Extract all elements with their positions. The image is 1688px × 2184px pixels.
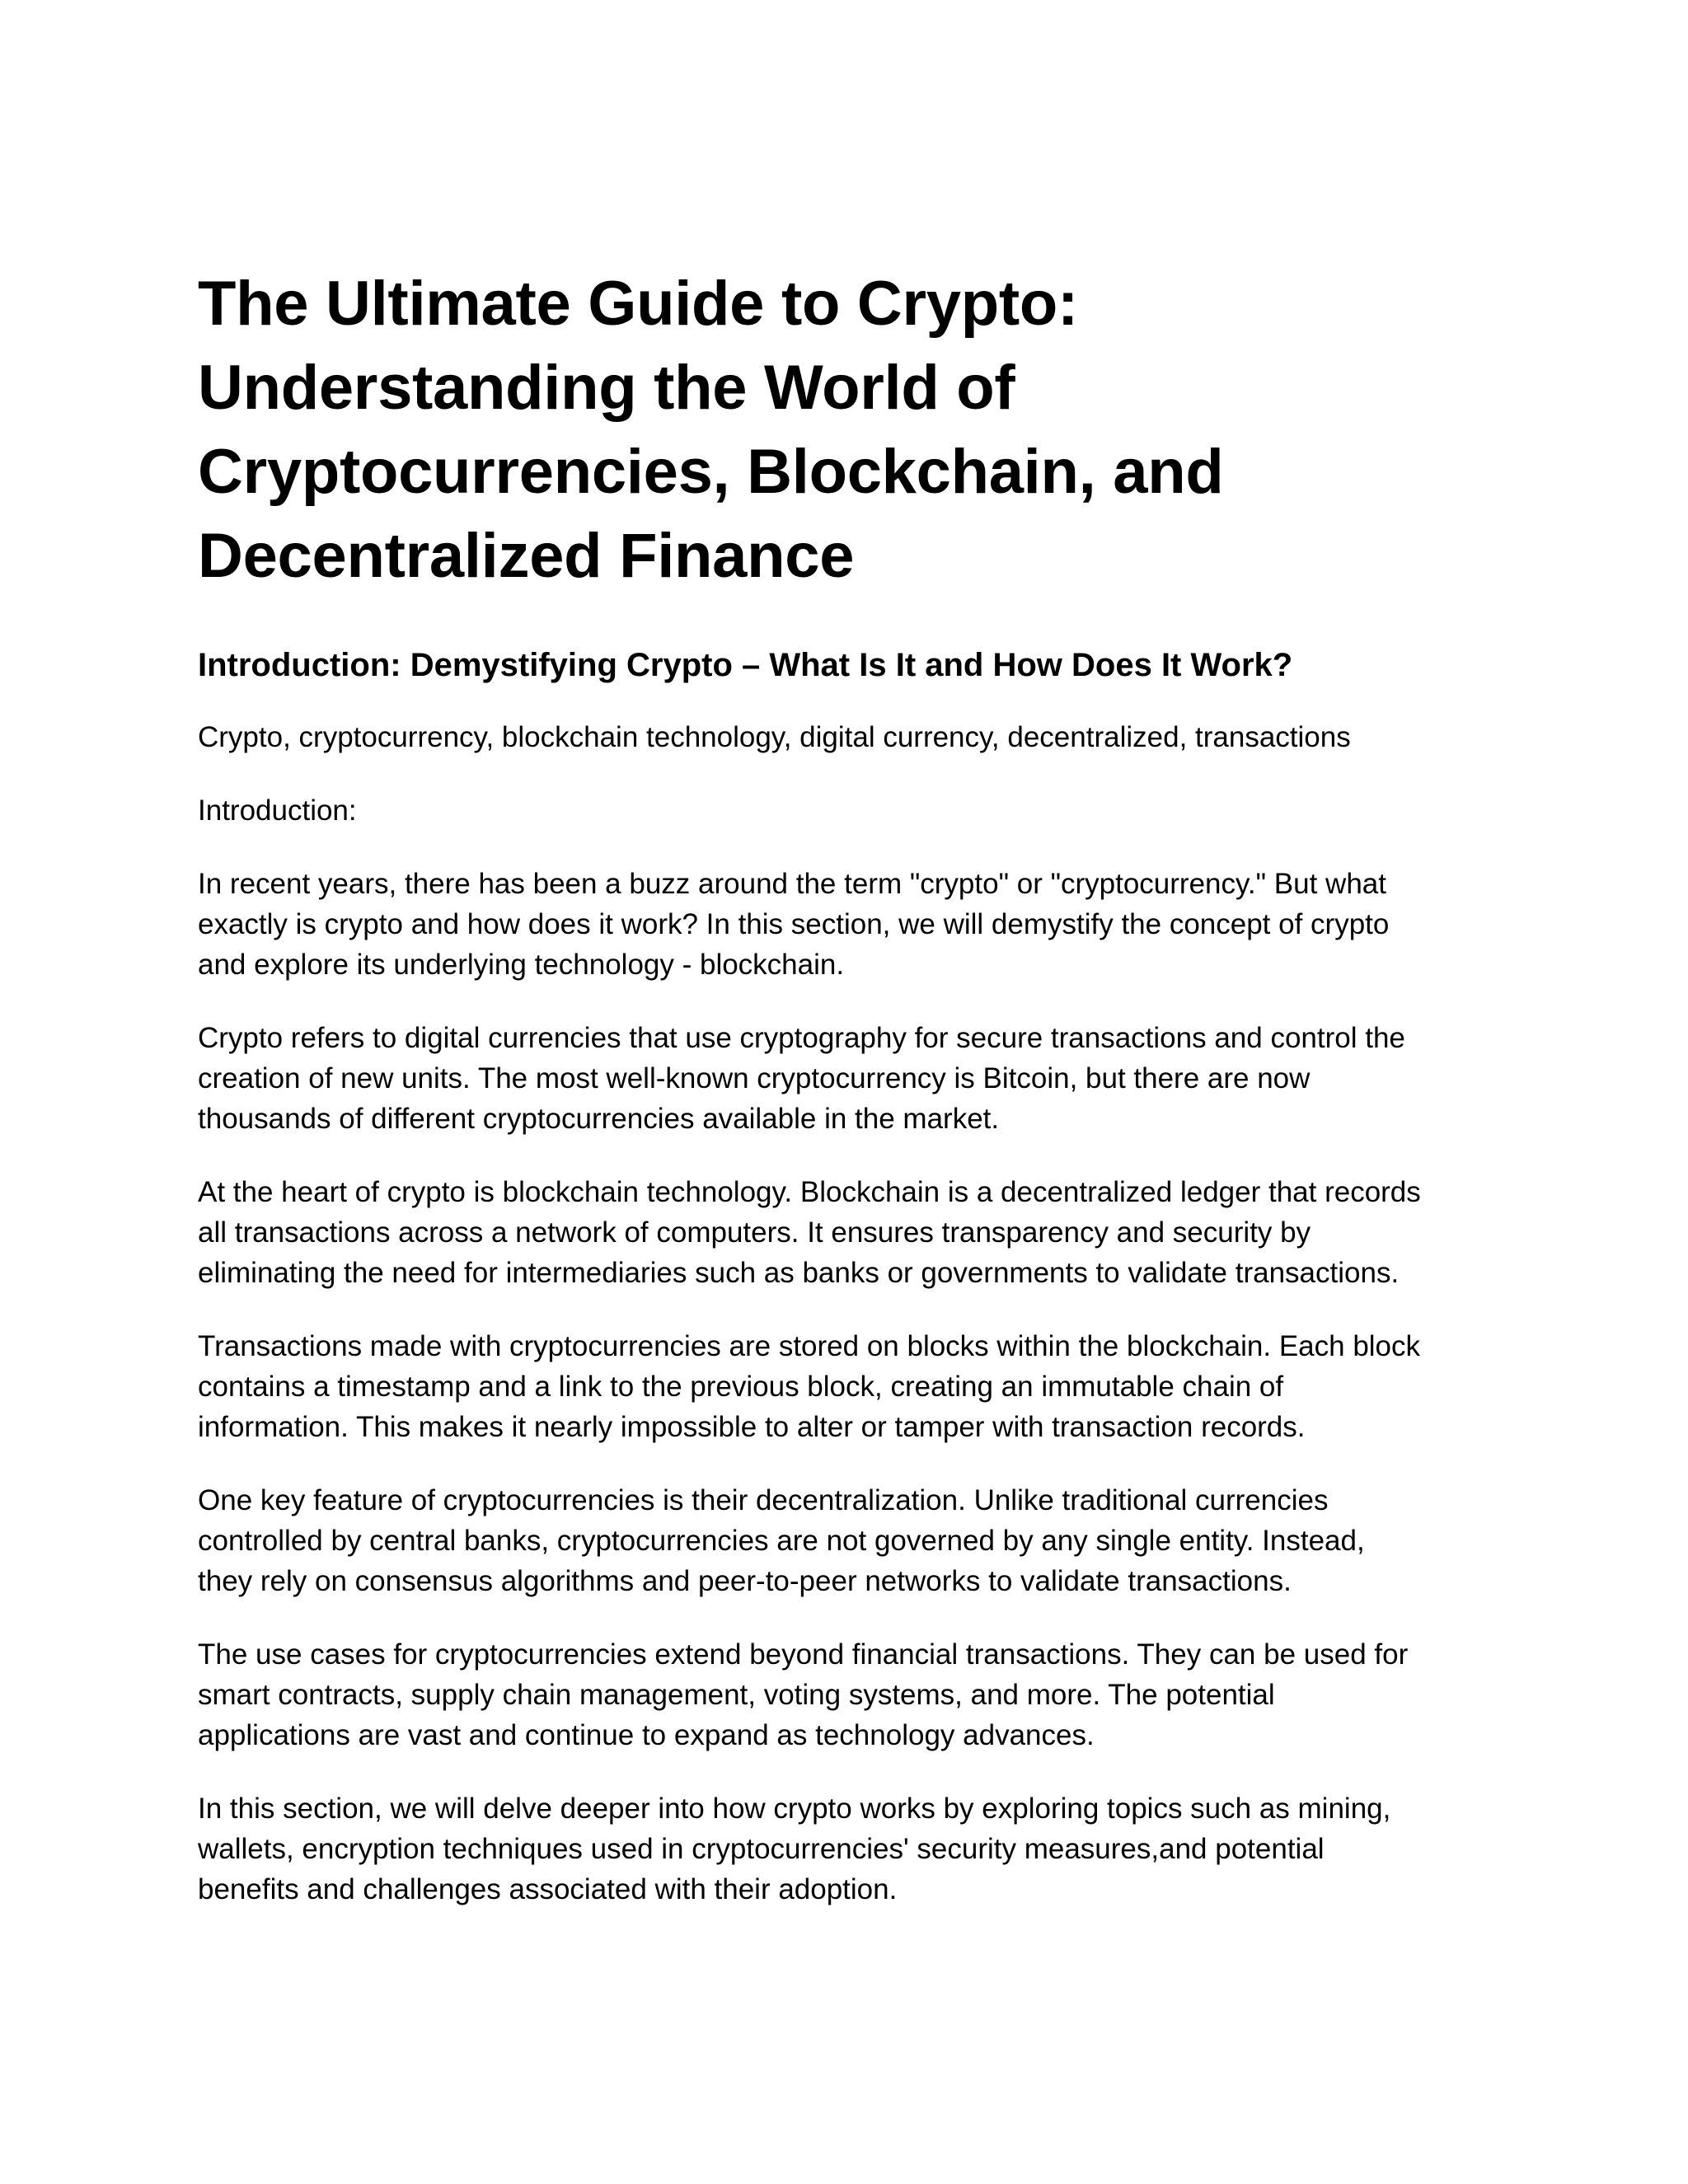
body-paragraph [198,1634,1500,1755]
paragraph-line: information. This makes it nearly impossible to alter or tamper with transaction records. [198,1411,1306,1443]
paragraph-line: all transactions across a network of computers. It ensures transparency and security by [198,1216,1311,1249]
paragraph-line: they rely on consensus algorithms and peer-to-peer networks to validate transactions. [198,1565,1292,1597]
keywords-line: Crypto, cryptocurrency, blockchain technology, digital currency, decentralized, transactions [198,721,1351,753]
paragraph-line: creation of new units. The most well-known cryptocurrency is Bitcoin, but there are now [198,1062,1311,1094]
title-line: Understanding the World of [198,353,1015,423]
document-content [198,262,1500,1910]
paragraph-line: At the heart of crypto is blockchain technology. Blockchain is a decentralized ledger that records [198,1176,1421,1208]
body-paragraph [198,1018,1500,1139]
paragraph-line: thousands of different cryptocurrencies available in the market. [198,1103,1000,1135]
paragraph-line: benefits and challenges associated with their adoption. [198,1873,898,1905]
paragraph-line: Crypto refers to digital currencies that use cryptography for secure transactions and control the [198,1022,1405,1054]
paragraph-line: One key feature of cryptocurrencies is their decentralization. Unlike traditional currencies [198,1484,1329,1516]
body-paragraph [198,1480,1500,1601]
paragraph-line: smart contracts, supply chain management, voting systems, and more. The potential [198,1679,1275,1711]
body-paragraph [198,1172,1500,1293]
paragraph-line: In recent years, there has been a buzz around the term "crypto" or "cryptocurrency." But what [198,868,1386,900]
paragraph-line: wallets, encryption techniques used in cryptocurrencies' security measures,and potential [198,1833,1325,1865]
paragraph-line: applications are vast and continue to expand as technology advances. [198,1719,1095,1751]
document-title [198,262,1500,598]
paragraph-line: contains a timestamp and a link to the previous block, creating an immutable chain of [198,1371,1284,1403]
body-paragraph [198,1326,1500,1447]
paragraph-line: eliminating the need for intermediaries such as banks or governments to validate transactions. [198,1257,1400,1289]
title-line: Decentralized Finance [198,521,855,591]
paragraph-line: and explore its underlying technology - blockchain. [198,949,845,981]
title-line: Cryptocurrencies, Blockchain, and [198,437,1224,507]
section-heading: Introduction: Demystifying Crypto – What Is It and How Does It Work? [198,647,1293,683]
body-paragraph [198,1788,1500,1910]
paragraph-line: In this section, we will delve deeper into how crypto works by exploring topics such as mining, [198,1793,1391,1825]
title-line: The Ultimate Guide to Crypto: [198,269,1078,339]
paragraph-line: The use cases for cryptocurrencies extend beyond financial transactions. They can be used for [198,1638,1409,1671]
intro-label: Introduction: [198,794,357,827]
paragraph-line: controlled by central banks, cryptocurrencies are not governed by any single entity. Instead, [198,1525,1365,1557]
paragraph-line: Transactions made with cryptocurrencies are stored on blocks within the blockchain. Each block [198,1330,1421,1362]
body-paragraph [198,864,1500,985]
paragraph-line: exactly is crypto and how does it work? In this section, we will demystify the concept of crypto [198,908,1390,940]
